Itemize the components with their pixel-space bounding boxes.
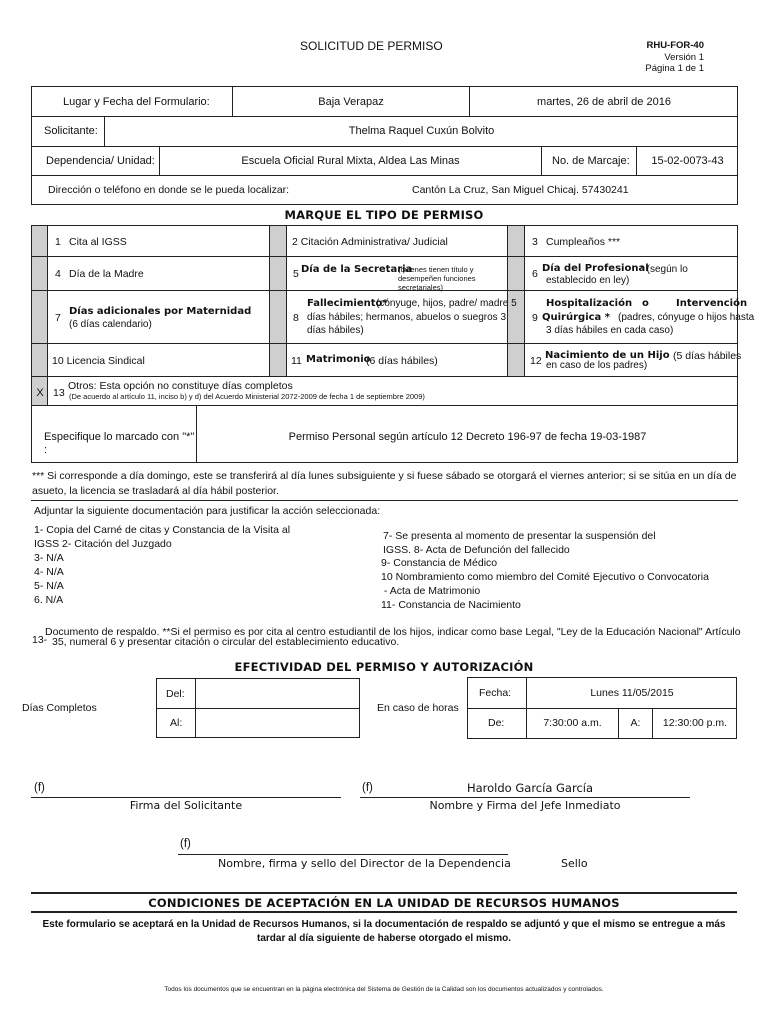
type-1-num: 1: [55, 236, 61, 248]
form-page: Página 1 de 1: [645, 63, 704, 74]
place-date-label: Lugar y Fecha del Formulario:: [63, 96, 210, 108]
checkbox-type-8[interactable]: [270, 291, 287, 343]
place-value[interactable]: Baja Verapaz: [318, 96, 384, 108]
right-doc-3: 9- Constancia de Médico: [381, 557, 498, 569]
birthday-note-line-2: asueto, la licencia se trasladará al día hábil posterior.: [32, 485, 279, 497]
checkbox-type-2[interactable]: [270, 226, 287, 256]
type-1-label: Cita al IGSS: [69, 236, 127, 248]
type-4-label: Día de la Madre: [69, 268, 144, 280]
left-doc-2: IGSS 2- Citación del Juzgado: [34, 538, 172, 550]
boss-signature-line: [360, 797, 690, 798]
boss-name[interactable]: Haroldo García García: [466, 781, 594, 795]
date-label: Fecha:: [479, 687, 512, 699]
boss-sig-f: (f): [362, 782, 373, 794]
type-5-note: (quienes tienen título y desempeñen funciones secretariales): [398, 265, 476, 292]
specify-label: Especifique lo marcado con "*": [44, 431, 195, 443]
type-13-num: 13: [53, 387, 65, 399]
type-7-num: 7: [55, 312, 61, 324]
right-doc-4: 10 Nombramiento como miembro del Comité Ejecutivo o Convocatoria: [381, 571, 709, 583]
checkbox-type-5[interactable]: [270, 257, 287, 290]
full-days-label: Días Completos: [22, 702, 97, 714]
left-doc-4: 4- N/A: [34, 566, 64, 578]
applicant-sig-f: (f): [34, 782, 45, 794]
type-12-num: 12: [530, 355, 542, 367]
checkbox-type-13[interactable]: X: [36, 387, 44, 399]
marking-value[interactable]: 15-02-0073-43: [651, 155, 724, 167]
end-time-value[interactable]: 12:30:00 p.m.: [662, 717, 728, 729]
left-doc-5: 5- N/A: [34, 580, 64, 592]
checkbox-type-4[interactable]: [32, 257, 48, 290]
type-9-label-2: Intervención: [676, 298, 748, 309]
end-label: A:: [630, 717, 641, 729]
start-label: De:: [488, 717, 505, 729]
type-11-num: 11: [291, 355, 302, 367]
left-doc-1: 1- Copia del Carné de citas y Constancia de la Visita al: [34, 524, 291, 536]
type-5-label: Día de la Secretaria: [301, 264, 413, 275]
specify-colon: :: [44, 444, 48, 456]
footer-text: Todos los documentos que se encuentran en la página electrónica del Sistema de Gestión de la Calidad son los documentos actualizados y controlados.: [164, 986, 604, 993]
type-12-note-2: en caso de los padres): [546, 360, 648, 371]
attach-intro: Adjuntar la siguiente documentación para justificar la acción seleccionada:: [34, 505, 381, 517]
type-9-note-2: 3 días hábiles en cada caso): [546, 325, 674, 336]
type-9-label-1: Hospitalización: [546, 298, 633, 309]
type-11-note: (6 días hábiles): [366, 355, 438, 367]
right-doc-2: IGSS. 8- Acta de Defunción del fallecido: [383, 544, 570, 556]
right-doc-5: - Acta de Matrimonio: [381, 585, 481, 597]
checkbox-type-12[interactable]: [508, 344, 525, 376]
conditions-title: CONDICIONES DE ACEPTACIÓN EN LA UNIDAD DE RECURSOS HUMANOS: [148, 896, 620, 910]
type-13-label: Otros: Esta opción no constituye días completos: [68, 380, 293, 392]
marking-label: No. de Marcaje:: [552, 155, 630, 167]
conditions-text-1: Este formulario se aceptará en la Unidad de Recursos Humanos, si la documentación de respaldo se adjuntó y que el mismo se entregue a más: [42, 919, 726, 930]
address-value[interactable]: Cantón La Cruz, San Miguel Chicaj. 57430241: [412, 184, 629, 196]
checkbox-type-3[interactable]: [508, 226, 525, 256]
type-11-label: Matrimonio: [306, 354, 371, 365]
type-9-or: o: [642, 298, 649, 309]
doc-13-line-1: Documento de respaldo. **Si el permiso es por cita al centro estudiantil de los hijos, indicar como base Legal, "Ley de la Educación Nacional" Artículo: [45, 626, 741, 638]
form-title: SOLICITUD DE PERMISO: [300, 39, 443, 53]
type-12-note-1: (5 días hábiles: [673, 350, 742, 362]
type-9-label-3: Quirúrgica *: [542, 312, 611, 323]
type-6-num: 6: [532, 268, 538, 280]
seal-label: Sello: [561, 857, 588, 870]
director-signature-line[interactable]: [178, 854, 508, 855]
start-time-value[interactable]: 7:30:00 a.m.: [543, 717, 602, 729]
type-6-label: Día del Profesional: [542, 263, 649, 274]
applicant-signature-line[interactable]: [31, 797, 341, 798]
address-label: Dirección o teléfono en donde se le pueda localizar:: [48, 184, 290, 196]
date-value[interactable]: martes, 26 de abril de 2016: [537, 96, 671, 108]
birthday-note-line-1: *** Si corresponde a día domingo, este se transferirá al día lunes subsiguiente y si fuese sábado se otorgará el viernes anterior; si se sitúa en un día de: [32, 470, 737, 482]
type-8-num: 8: [293, 312, 299, 324]
hours-label: En caso de horas: [377, 702, 459, 714]
type-8-note-1: (cónyuge, hijos, padre/ madre 5: [376, 298, 517, 309]
director-sig-f: (f): [180, 838, 191, 850]
checkbox-type-1[interactable]: [32, 226, 48, 256]
type-5-num: 5: [293, 268, 299, 280]
from-date-field[interactable]: [196, 679, 360, 708]
applicant-value[interactable]: Thelma Raquel Cuxún Bolvito: [348, 125, 495, 137]
type-9-note-1: (padres, cónyuge o hijos hasta: [618, 312, 755, 323]
doc-13-line-2: 35, numeral 6 y presentar citación o circular del establecimiento educativo.: [52, 636, 400, 648]
from-label: Del:: [166, 688, 185, 700]
right-doc-1: 7- Se presenta al momento de presentar la suspensión del: [383, 530, 656, 542]
right-doc-6: 11- Constancia de Nacimiento: [381, 599, 521, 611]
dependency-label: Dependencia/ Unidad:: [46, 155, 155, 167]
doc-13-num: 13-: [32, 634, 48, 646]
type-10-label: 10 Licencia Sindical: [52, 355, 145, 367]
to-date-field[interactable]: [196, 709, 360, 738]
type-9-num: 9: [532, 312, 538, 324]
dependency-value[interactable]: Escuela Oficial Rural Mixta, Aldea Las Minas: [241, 155, 460, 167]
boss-sig-label: Nombre y Firma del Jefe Inmediato: [429, 799, 621, 812]
applicant-sig-label: Firma del Solicitante: [129, 799, 243, 812]
type-8-note-2: días hábiles; hermanos, abuelos o suegros 3: [307, 312, 507, 323]
checkbox-type-7[interactable]: [32, 291, 48, 343]
checkbox-type-11[interactable]: [270, 344, 287, 376]
form-version: Versión 1: [664, 52, 704, 63]
type-7-note: (6 días calendario): [69, 319, 152, 330]
hours-date-value[interactable]: Lunes 11/05/2015: [590, 687, 674, 699]
left-doc-6: 6. N/A: [34, 594, 64, 606]
permit-type-title: MARQUE EL TIPO DE PERMISO: [284, 208, 484, 222]
type-13-note: (De acuerdo al artículo 11, inciso b) y d) del Acuerdo Ministerial 2072-2009 de fecha 1 de septiembre 2009): [69, 392, 425, 401]
checkbox-type-10[interactable]: [32, 344, 48, 376]
director-sig-label: Nombre, firma y sello del Director de la Dependencia: [218, 857, 511, 870]
conditions-text-2: tardar al día siguiente de haberse otorgado el mismo.: [257, 933, 511, 944]
type-8-note-3: días hábiles): [307, 325, 364, 336]
type-3-label: Cumpleaños ***: [546, 236, 621, 248]
effectiveness-title: EFECTIVIDAD DEL PERMISO Y AUTORIZACIÓN: [234, 660, 534, 674]
type-6-note: * (según lo establecido en ley): [546, 264, 688, 286]
type-4-num: 4: [55, 268, 61, 280]
specify-value[interactable]: Permiso Personal según artículo 12 Decreto 196-97 de fecha 19-03-1987: [288, 431, 647, 443]
type-8-label: Fallecimiento*: [307, 298, 388, 309]
applicant-label: Solicitante:: [44, 125, 98, 137]
form-code: RHU-FOR-40: [646, 40, 704, 51]
type-12-label: Nacimiento de un Hijo: [545, 350, 670, 361]
checkbox-type-6[interactable]: [508, 257, 525, 290]
to-label: Al:: [170, 717, 183, 729]
type-7-label: Días adicionales por Maternidad: [69, 306, 252, 317]
left-doc-3: 3- N/A: [34, 552, 64, 564]
type-3-num: 3: [532, 236, 538, 248]
type-2-label: 2 Citación Administrativa/ Judicial: [292, 236, 448, 248]
